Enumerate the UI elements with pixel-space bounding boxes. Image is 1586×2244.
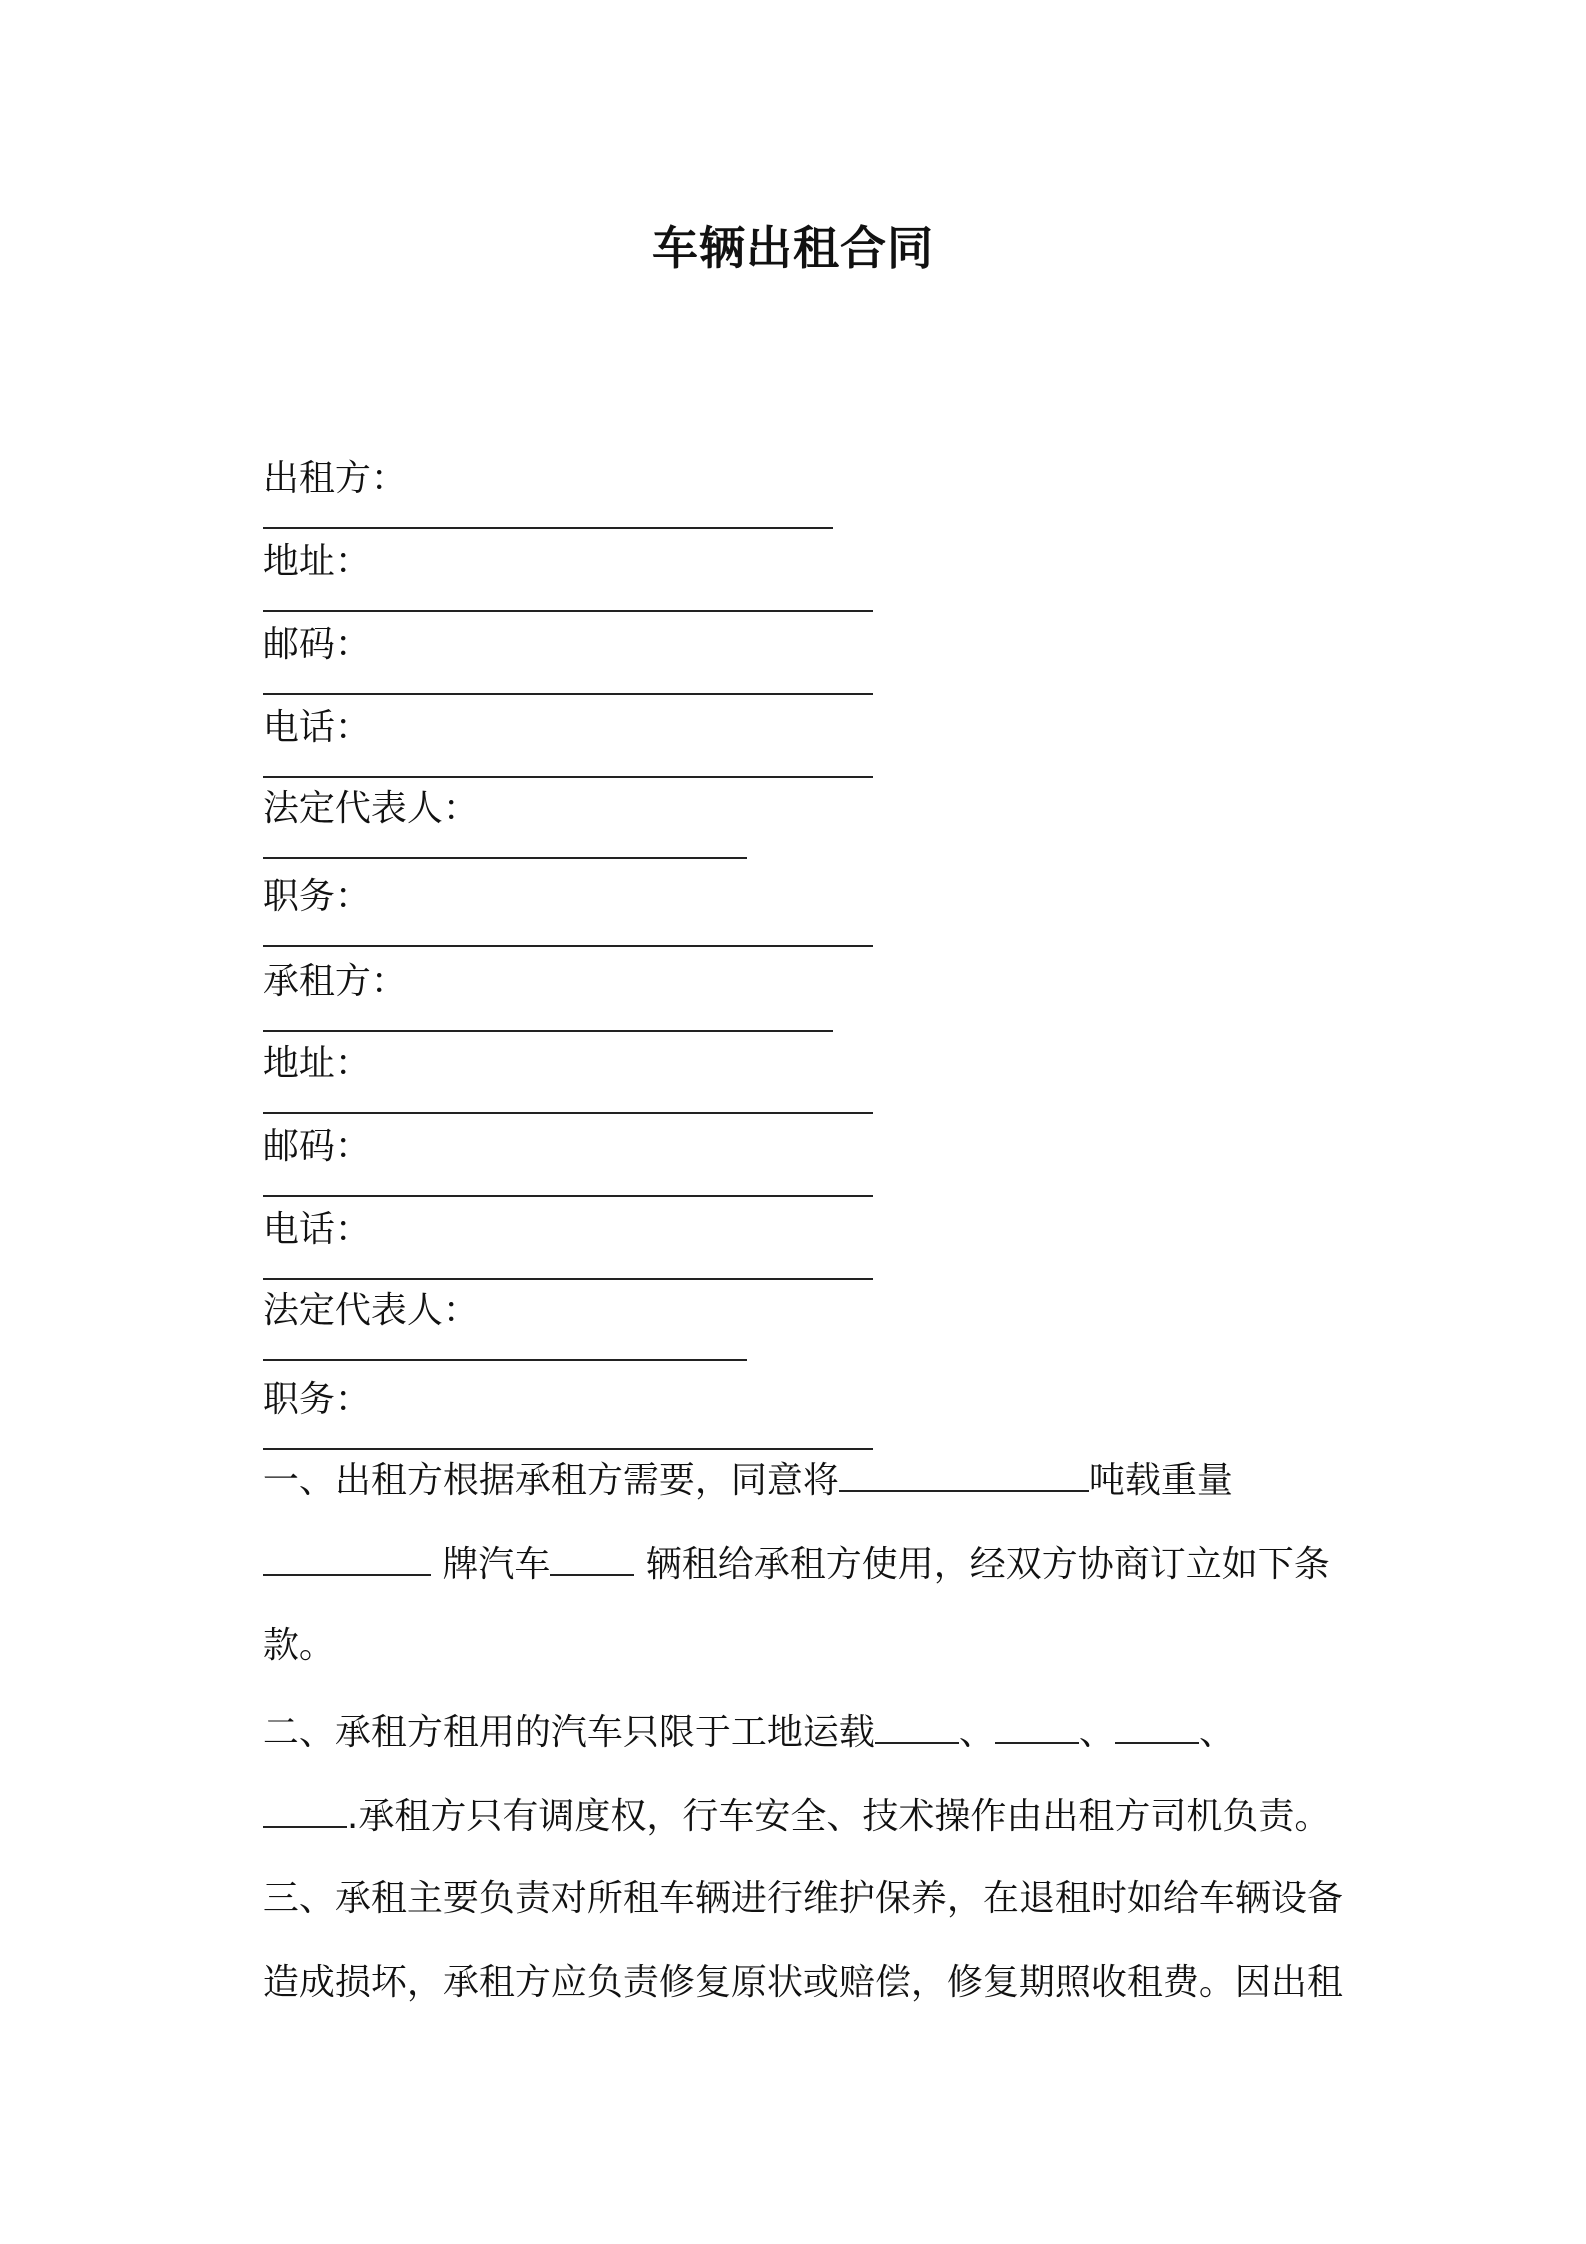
clause-3-text-b: 造成损坏，承租方应负责修复原状或赔偿，修复期照收租费。因出租: [262, 1962, 1343, 2003]
vehicle-qty-blank[interactable]: [550, 1544, 634, 1576]
lessor-label: 出租方：: [262, 458, 407, 499]
cargo-separator-1: 、: [958, 1712, 995, 1753]
lessor-address-label: 地址：: [262, 541, 371, 582]
lessee-legal-rep-label: 法定代表人：: [262, 1290, 479, 1331]
clause-2-text-b: .承租方只有调度权，行车安全、技术操作由出租方司机负责。: [346, 1796, 1331, 1837]
clause-1-text-b: 吨载重量: [1088, 1460, 1233, 1501]
lessee-position-label: 职务：: [262, 1379, 371, 1420]
clause-2-text-a: 二、承租方租用的汽车只限于工地运载: [262, 1712, 875, 1753]
cargo-blank-2[interactable]: [995, 1712, 1079, 1744]
clause-1-text-d: 辆租给承租方使用，经双方协商订立如下条: [634, 1544, 1330, 1585]
lessor-phone-label: 电话：: [262, 707, 371, 748]
clause-1-text-e: 款。: [262, 1625, 335, 1666]
lessee-label: 承租方：: [262, 961, 407, 1002]
document-title: 车辆出租合同: [652, 221, 934, 275]
lessor-legal-rep-label: 法定代表人：: [262, 788, 479, 829]
vehicle-count-blank[interactable]: [839, 1460, 1089, 1492]
clause-2-line-1: [240, 1676, 1235, 1751]
clause-1-line-1: [240, 1424, 1233, 1499]
cargo-blank-3[interactable]: [1115, 1712, 1199, 1744]
cargo-blank-4[interactable]: [263, 1796, 347, 1828]
lessee-postcode-label: 邮码：: [262, 1126, 371, 1167]
lessee-phone-label: 电话：: [262, 1209, 371, 1250]
clause-2-line-2: [240, 1760, 1330, 1835]
clause-1-line-2: [240, 1508, 1330, 1583]
clause-1-text-a: 一、出租方根据承租方需要，同意将: [262, 1460, 839, 1501]
cargo-separator-3: 、: [1198, 1712, 1235, 1753]
cargo-separator-2: 、: [1078, 1712, 1115, 1753]
clause-3-text-a: 三、承租主要负责对所租车辆进行维护保养，在退租时如给车辆设备: [262, 1878, 1343, 1919]
clause-1-line-3: [240, 1592, 335, 1664]
clause-1-text-c: 牌汽车: [430, 1544, 551, 1585]
lessee-address-label: 地址：: [262, 1043, 371, 1084]
clause-3-line-1: [240, 1845, 1343, 1917]
cargo-blank-1[interactable]: [875, 1712, 959, 1744]
lessor-position-label: 职务：: [262, 876, 371, 917]
clause-3-line-2: [240, 1929, 1343, 2001]
lessor-postcode-label: 邮码：: [262, 624, 371, 665]
brand-blank[interactable]: [263, 1544, 431, 1576]
